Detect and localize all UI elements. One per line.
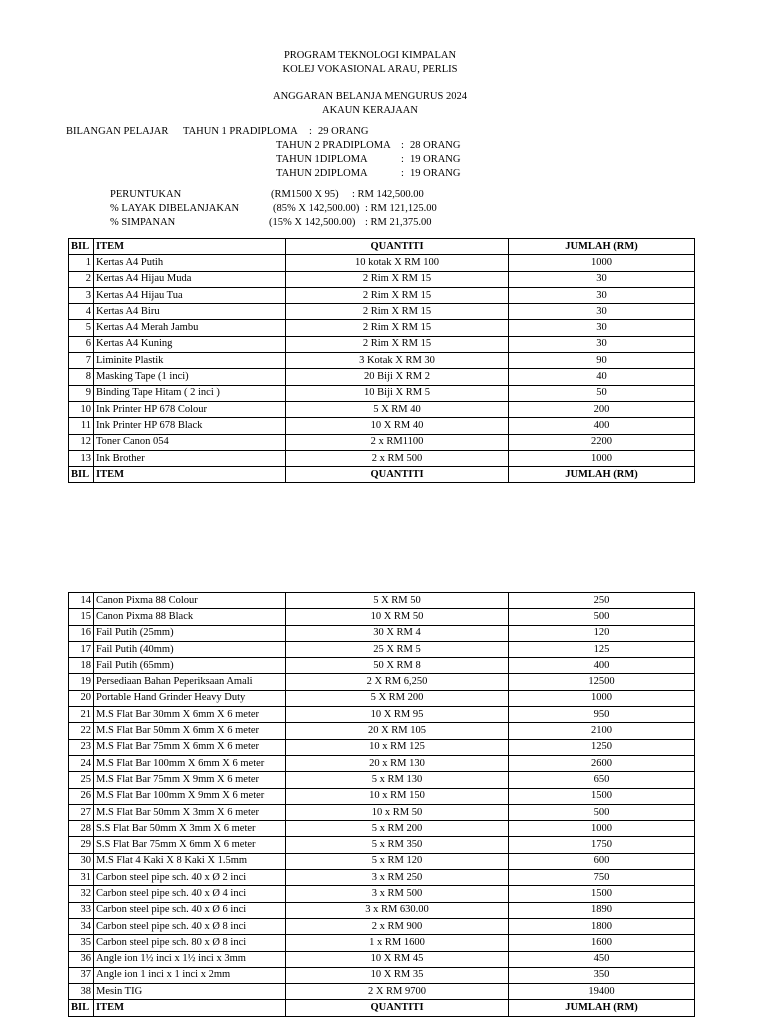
quantiti-cell: 5 x RM 200 bbox=[286, 821, 509, 837]
column-header-jumlah: JUMLAH (RM) bbox=[509, 467, 695, 483]
jumlah-cell: 500 bbox=[509, 804, 695, 820]
jumlah-cell: 2200 bbox=[509, 434, 695, 450]
bil-cell: 34 bbox=[69, 918, 94, 934]
bil-cell: 27 bbox=[69, 804, 94, 820]
quantiti-cell: 2 Rim X RM 15 bbox=[286, 336, 509, 352]
jumlah-cell: 125 bbox=[509, 641, 695, 657]
bil-cell: 6 bbox=[69, 336, 94, 352]
column-header-jumlah: JUMLAH (RM) bbox=[509, 1000, 695, 1016]
item-cell: Kertas A4 Merah Jambu bbox=[94, 320, 286, 336]
budget-formula-peruntukan: (RM1500 X 95) bbox=[271, 189, 339, 200]
quantiti-cell: 2 x RM 900 bbox=[286, 918, 509, 934]
bil-cell: 11 bbox=[69, 418, 94, 434]
bil-cell: 22 bbox=[69, 723, 94, 739]
bil-cell: 14 bbox=[69, 593, 94, 609]
jumlah-cell: 250 bbox=[509, 593, 695, 609]
table-row bbox=[69, 434, 695, 450]
bil-cell: 36 bbox=[69, 951, 94, 967]
quantiti-cell: 50 X RM 8 bbox=[286, 658, 509, 674]
jumlah-cell: 1000 bbox=[509, 255, 695, 271]
quantiti-cell: 2 X RM 6,250 bbox=[286, 674, 509, 690]
bil-cell: 9 bbox=[69, 385, 94, 401]
quantiti-cell: 5 x RM 130 bbox=[286, 772, 509, 788]
student-count-label: BILANGAN PELAJAR bbox=[66, 126, 169, 137]
table-row bbox=[69, 723, 695, 739]
bil-cell: 8 bbox=[69, 369, 94, 385]
jumlah-cell: 400 bbox=[509, 658, 695, 674]
table-row bbox=[69, 418, 695, 434]
quantiti-cell: 5 X RM 200 bbox=[286, 690, 509, 706]
budget-value-simpanan: : RM 21,375.00 bbox=[365, 217, 432, 228]
jumlah-cell: 450 bbox=[509, 951, 695, 967]
quantiti-cell: 20 x RM 130 bbox=[286, 755, 509, 771]
jumlah-cell: 350 bbox=[509, 967, 695, 983]
quantiti-cell: 10 X RM 50 bbox=[286, 609, 509, 625]
table-row bbox=[69, 918, 695, 934]
quantiti-cell: 25 X RM 5 bbox=[286, 641, 509, 657]
bil-cell: 18 bbox=[69, 658, 94, 674]
jumlah-cell: 950 bbox=[509, 707, 695, 723]
column-header-item: ITEM bbox=[94, 239, 286, 255]
quantiti-cell: 10 X RM 45 bbox=[286, 951, 509, 967]
table-row bbox=[69, 886, 695, 902]
table-row bbox=[69, 902, 695, 918]
quantiti-cell: 10 X RM 95 bbox=[286, 707, 509, 723]
table-row bbox=[69, 287, 695, 303]
table-row bbox=[69, 593, 695, 609]
item-cell: Kertas A4 Hijau Tua bbox=[94, 287, 286, 303]
column-header-bil: BIL bbox=[69, 239, 94, 255]
quantiti-cell: 3 x RM 250 bbox=[286, 870, 509, 886]
item-cell: Kertas A4 Hijau Muda bbox=[94, 271, 286, 287]
table-row bbox=[69, 707, 695, 723]
jumlah-cell: 1890 bbox=[509, 902, 695, 918]
bil-cell: 4 bbox=[69, 304, 94, 320]
jumlah-cell: 30 bbox=[509, 271, 695, 287]
table-row bbox=[69, 772, 695, 788]
jumlah-cell: 30 bbox=[509, 304, 695, 320]
bil-cell: 19 bbox=[69, 674, 94, 690]
table-row bbox=[69, 935, 695, 951]
item-cell: Mesin TIG bbox=[94, 984, 286, 1000]
jumlah-cell: 1250 bbox=[509, 739, 695, 755]
quantiti-cell: 2 Rim X RM 15 bbox=[286, 271, 509, 287]
bil-cell: 1 bbox=[69, 255, 94, 271]
table-row bbox=[69, 788, 695, 804]
item-cell: Carbon steel pipe sch. 40 x Ø 4 inci bbox=[94, 886, 286, 902]
column-header-quantiti: QUANTITI bbox=[286, 239, 509, 255]
column-header-quantiti: QUANTITI bbox=[286, 1000, 509, 1016]
bil-cell: 16 bbox=[69, 625, 94, 641]
bil-cell: 21 bbox=[69, 707, 94, 723]
budget-formula-simpanan: (15% X 142,500.00) bbox=[269, 217, 356, 228]
table-row bbox=[69, 951, 695, 967]
student-row-2-name: TAHUN 2 PRADIPLOMA bbox=[276, 140, 391, 151]
table-row bbox=[69, 967, 695, 983]
item-cell: M.S Flat Bar 100mm X 9mm X 6 meter bbox=[94, 788, 286, 804]
column-header-bil: BIL bbox=[69, 467, 94, 483]
table-row bbox=[69, 641, 695, 657]
jumlah-cell: 500 bbox=[509, 609, 695, 625]
jumlah-cell: 2600 bbox=[509, 755, 695, 771]
budget-value-peruntukan: : RM 142,500.00 bbox=[352, 189, 424, 200]
quantiti-cell: 10 kotak X RM 100 bbox=[286, 255, 509, 271]
item-cell: M.S Flat Bar 30mm X 6mm X 6 meter bbox=[94, 707, 286, 723]
bil-cell: 2 bbox=[69, 271, 94, 287]
bil-cell: 7 bbox=[69, 353, 94, 369]
table-row bbox=[69, 450, 695, 466]
jumlah-cell: 30 bbox=[509, 336, 695, 352]
budget-formula-layak: (85% X 142,500.00) bbox=[273, 203, 360, 214]
table-row bbox=[69, 271, 695, 287]
table-row bbox=[69, 320, 695, 336]
item-cell: Persediaan Bahan Peperiksaan Amali bbox=[94, 674, 286, 690]
expense-table-part-2 bbox=[68, 592, 695, 1017]
item-cell: Carbon steel pipe sch. 40 x Ø 8 inci bbox=[94, 918, 286, 934]
quantiti-cell: 10 X RM 40 bbox=[286, 418, 509, 434]
quantiti-cell: 5 X RM 40 bbox=[286, 401, 509, 417]
item-cell: S.S Flat Bar 75mm X 6mm X 6 meter bbox=[94, 837, 286, 853]
table-row bbox=[69, 658, 695, 674]
quantiti-cell: 10 Biji X RM 5 bbox=[286, 385, 509, 401]
student-row-1-value: 29 ORANG bbox=[318, 126, 369, 137]
item-cell: Toner Canon 054 bbox=[94, 434, 286, 450]
column-header-item: ITEM bbox=[94, 1000, 286, 1016]
jumlah-cell: 600 bbox=[509, 853, 695, 869]
item-cell: Canon Pixma 88 Black bbox=[94, 609, 286, 625]
bil-cell: 33 bbox=[69, 902, 94, 918]
expense-table-part-1-body bbox=[69, 239, 695, 483]
jumlah-cell: 50 bbox=[509, 385, 695, 401]
bil-cell: 35 bbox=[69, 935, 94, 951]
student-row-1-name: TAHUN 1 PRADIPLOMA bbox=[183, 126, 298, 137]
table-row bbox=[69, 870, 695, 886]
table-row bbox=[69, 984, 695, 1000]
jumlah-cell: 2100 bbox=[509, 723, 695, 739]
student-row-3-value: 19 ORANG bbox=[410, 154, 461, 165]
jumlah-cell: 1600 bbox=[509, 935, 695, 951]
item-cell: Kertas A4 Biru bbox=[94, 304, 286, 320]
bil-cell: 10 bbox=[69, 401, 94, 417]
quantiti-cell: 5 X RM 50 bbox=[286, 593, 509, 609]
jumlah-cell: 1000 bbox=[509, 821, 695, 837]
item-cell: Masking Tape (1 inci) bbox=[94, 369, 286, 385]
item-cell: Portable Hand Grinder Heavy Duty bbox=[94, 690, 286, 706]
student-row-2-sep: : bbox=[401, 140, 404, 151]
budget-label-layak: % LAYAK DIBELANJAKAN bbox=[110, 203, 240, 214]
quantiti-cell: 10 x RM 150 bbox=[286, 788, 509, 804]
item-cell: Ink Printer HP 678 Colour bbox=[94, 401, 286, 417]
item-cell: Liminite Plastik bbox=[94, 353, 286, 369]
jumlah-cell: 1000 bbox=[509, 450, 695, 466]
quantiti-cell: 30 X RM 4 bbox=[286, 625, 509, 641]
table-row bbox=[69, 304, 695, 320]
quantiti-cell: 1 x RM 1600 bbox=[286, 935, 509, 951]
jumlah-cell: 1800 bbox=[509, 918, 695, 934]
student-row-4-value: 19 ORANG bbox=[410, 168, 461, 179]
item-cell: M.S Flat Bar 100mm X 6mm X 6 meter bbox=[94, 755, 286, 771]
budget-value-layak: : RM 121,125.00 bbox=[365, 203, 437, 214]
program-title: PROGRAM TEKNOLOGI KIMPALAN bbox=[283, 50, 457, 61]
item-cell: Ink Brother bbox=[94, 450, 286, 466]
quantiti-cell: 3 x RM 500 bbox=[286, 886, 509, 902]
quantiti-cell: 5 x RM 120 bbox=[286, 853, 509, 869]
item-cell: Kertas A4 Putih bbox=[94, 255, 286, 271]
item-cell: S.S Flat Bar 50mm X 3mm X 6 meter bbox=[94, 821, 286, 837]
table-row bbox=[69, 690, 695, 706]
bil-cell: 5 bbox=[69, 320, 94, 336]
jumlah-cell: 650 bbox=[509, 772, 695, 788]
column-header-jumlah: JUMLAH (RM) bbox=[509, 239, 695, 255]
budget-label-peruntukan: PERUNTUKAN bbox=[110, 189, 182, 200]
column-header-quantiti: QUANTITI bbox=[286, 467, 509, 483]
expense-table-part-1 bbox=[68, 238, 695, 483]
quantiti-cell: 2 x RM1100 bbox=[286, 434, 509, 450]
bil-cell: 29 bbox=[69, 837, 94, 853]
jumlah-cell: 30 bbox=[509, 320, 695, 336]
item-cell: M.S Flat Bar 50mm X 3mm X 6 meter bbox=[94, 804, 286, 820]
bil-cell: 20 bbox=[69, 690, 94, 706]
account-title: AKAUN KERAJAAN bbox=[322, 105, 418, 116]
quantiti-cell: 20 X RM 105 bbox=[286, 723, 509, 739]
table-row bbox=[69, 853, 695, 869]
item-cell: Kertas A4 Kuning bbox=[94, 336, 286, 352]
bil-cell: 38 bbox=[69, 984, 94, 1000]
item-cell: M.S Flat Bar 75mm X 9mm X 6 meter bbox=[94, 772, 286, 788]
jumlah-cell: 200 bbox=[509, 401, 695, 417]
student-row-4-name: TAHUN 2DIPLOMA bbox=[276, 168, 368, 179]
table-header-row bbox=[69, 467, 695, 483]
table-header-row bbox=[69, 239, 695, 255]
table-row bbox=[69, 625, 695, 641]
bil-cell: 3 bbox=[69, 287, 94, 303]
table-header-row bbox=[69, 1000, 695, 1016]
jumlah-cell: 750 bbox=[509, 870, 695, 886]
quantiti-cell: 2 Rim X RM 15 bbox=[286, 287, 509, 303]
item-cell: Fail Putih (65mm) bbox=[94, 658, 286, 674]
bil-cell: 15 bbox=[69, 609, 94, 625]
jumlah-cell: 30 bbox=[509, 287, 695, 303]
jumlah-cell: 1500 bbox=[509, 886, 695, 902]
bil-cell: 32 bbox=[69, 886, 94, 902]
bil-cell: 26 bbox=[69, 788, 94, 804]
quantiti-cell: 2 X RM 9700 bbox=[286, 984, 509, 1000]
table-row bbox=[69, 609, 695, 625]
item-cell: Angle ion 1 inci x 1 inci x 2mm bbox=[94, 967, 286, 983]
bil-cell: 25 bbox=[69, 772, 94, 788]
item-cell: Carbon steel pipe sch. 40 x Ø 2 inci bbox=[94, 870, 286, 886]
column-header-item: ITEM bbox=[94, 467, 286, 483]
quantiti-cell: 2 Rim X RM 15 bbox=[286, 304, 509, 320]
quantiti-cell: 20 Biji X RM 2 bbox=[286, 369, 509, 385]
jumlah-cell: 90 bbox=[509, 353, 695, 369]
table-row bbox=[69, 755, 695, 771]
item-cell: Ink Printer HP 678 Black bbox=[94, 418, 286, 434]
bil-cell: 30 bbox=[69, 853, 94, 869]
jumlah-cell: 12500 bbox=[509, 674, 695, 690]
table-row bbox=[69, 674, 695, 690]
item-cell: Binding Tape Hitam ( 2 inci ) bbox=[94, 385, 286, 401]
bil-cell: 28 bbox=[69, 821, 94, 837]
item-cell: Fail Putih (40mm) bbox=[94, 641, 286, 657]
item-cell: M.S Flat 4 Kaki X 8 Kaki X 1.5mm bbox=[94, 853, 286, 869]
jumlah-cell: 40 bbox=[509, 369, 695, 385]
expense-table-part-2-body bbox=[69, 593, 695, 1017]
table-row bbox=[69, 255, 695, 271]
column-header-bil: BIL bbox=[69, 1000, 94, 1016]
jumlah-cell: 1500 bbox=[509, 788, 695, 804]
quantiti-cell: 2 x RM 500 bbox=[286, 450, 509, 466]
item-cell: Fail Putih (25mm) bbox=[94, 625, 286, 641]
table-row bbox=[69, 336, 695, 352]
quantiti-cell: 5 x RM 350 bbox=[286, 837, 509, 853]
bil-cell: 12 bbox=[69, 434, 94, 450]
quantiti-cell: 2 Rim X RM 15 bbox=[286, 320, 509, 336]
table-row bbox=[69, 837, 695, 853]
budget-label-simpanan: % SIMPANAN bbox=[110, 217, 176, 228]
student-row-2-value: 28 ORANG bbox=[410, 140, 461, 151]
table-row bbox=[69, 369, 695, 385]
student-row-4-sep: : bbox=[401, 168, 404, 179]
item-cell: Angle ion 1½ inci x 1½ inci x 3mm bbox=[94, 951, 286, 967]
item-cell: Canon Pixma 88 Colour bbox=[94, 593, 286, 609]
quantiti-cell: 10 X RM 35 bbox=[286, 967, 509, 983]
bil-cell: 23 bbox=[69, 739, 94, 755]
table-row bbox=[69, 739, 695, 755]
bil-cell: 24 bbox=[69, 755, 94, 771]
jumlah-cell: 1750 bbox=[509, 837, 695, 853]
quantiti-cell: 3 x RM 630.00 bbox=[286, 902, 509, 918]
table-row bbox=[69, 353, 695, 369]
item-cell: M.S Flat Bar 75mm X 6mm X 6 meter bbox=[94, 739, 286, 755]
table-row bbox=[69, 821, 695, 837]
quantiti-cell: 10 x RM 50 bbox=[286, 804, 509, 820]
bil-cell: 37 bbox=[69, 967, 94, 983]
quantiti-cell: 10 x RM 125 bbox=[286, 739, 509, 755]
table-row bbox=[69, 804, 695, 820]
bil-cell: 13 bbox=[69, 450, 94, 466]
item-cell: Carbon steel pipe sch. 40 x Ø 6 inci bbox=[94, 902, 286, 918]
budget-title: ANGGARAN BELANJA MENGURUS 2024 bbox=[273, 91, 467, 102]
student-row-3-sep: : bbox=[401, 154, 404, 165]
table-row bbox=[69, 385, 695, 401]
bil-cell: 31 bbox=[69, 870, 94, 886]
item-cell: Carbon steel pipe sch. 80 x Ø 8 inci bbox=[94, 935, 286, 951]
bil-cell: 17 bbox=[69, 641, 94, 657]
student-row-3-name: TAHUN 1DIPLOMA bbox=[276, 154, 368, 165]
jumlah-cell: 19400 bbox=[509, 984, 695, 1000]
student-row-1-sep: : bbox=[309, 126, 312, 137]
quantiti-cell: 3 Kotak X RM 30 bbox=[286, 353, 509, 369]
table-row bbox=[69, 401, 695, 417]
jumlah-cell: 1000 bbox=[509, 690, 695, 706]
college-name: KOLEJ VOKASIONAL ARAU, PERLIS bbox=[282, 64, 458, 75]
jumlah-cell: 120 bbox=[509, 625, 695, 641]
jumlah-cell: 400 bbox=[509, 418, 695, 434]
item-cell: M.S Flat Bar 50mm X 6mm X 6 meter bbox=[94, 723, 286, 739]
